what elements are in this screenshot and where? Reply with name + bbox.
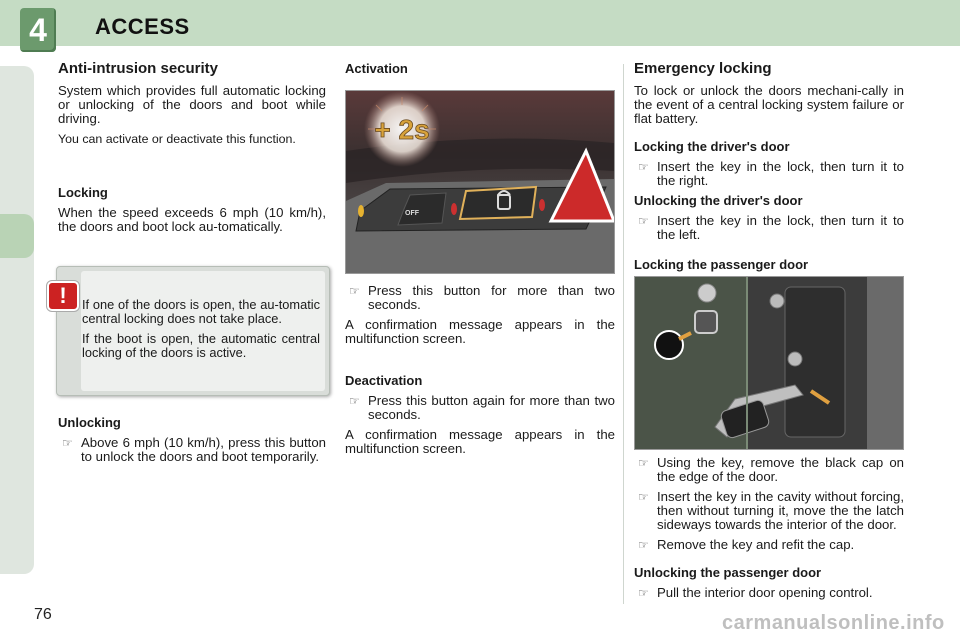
pointing-hand-icon: ☞ bbox=[638, 538, 649, 552]
pointing-hand-icon: ☞ bbox=[349, 284, 360, 298]
console-button-photo bbox=[345, 90, 615, 274]
activation-title: Activation bbox=[345, 61, 408, 76]
emergency-section bbox=[634, 62, 904, 132]
unlocking-section bbox=[58, 416, 326, 470]
locking-section bbox=[58, 186, 326, 240]
door-latch-illustration bbox=[635, 277, 903, 449]
deactivation-message: A confirmation message appears in the multifunction screen. bbox=[345, 427, 615, 456]
pointing-hand-icon: ☞ bbox=[349, 394, 360, 408]
anti-intrusion-heading: Anti-intrusion security bbox=[58, 60, 219, 77]
locking-text: When the speed exceeds 6 mph (10 km/h), the doors and boot lock au-tomatically. bbox=[58, 205, 326, 234]
deactivation-bullet: ☞ Press this button again for more than two seconds. bbox=[349, 393, 615, 422]
page-number: 76 bbox=[34, 606, 52, 623]
pointing-hand-icon: ☞ bbox=[638, 160, 649, 174]
exclamation-icon: ! bbox=[47, 281, 79, 311]
unlock-driver-bullet: ☞ Insert the key in the lock, then turn it to the left. bbox=[638, 213, 904, 242]
warning-paragraph-1: If one of the doors is open, the au-tomatic central locking does not take place. bbox=[82, 297, 320, 326]
pointing-hand-icon: ☞ bbox=[638, 214, 649, 228]
lock-passenger-title: Locking the passenger door bbox=[634, 257, 809, 272]
hold-two-seconds-badge: + 2s bbox=[374, 114, 430, 145]
warning-text bbox=[82, 298, 320, 366]
unlock-passenger-title: Unlocking the passenger door bbox=[634, 565, 822, 580]
column-divider bbox=[623, 64, 624, 604]
passenger-steps bbox=[634, 456, 904, 558]
activation-message: A confirmation message appears in the multifunction screen. bbox=[345, 317, 615, 346]
deactivation-section bbox=[345, 374, 615, 462]
warning-paragraph-2: If the boot is open, the automatic central locking of the doors is active. bbox=[82, 331, 320, 360]
watermark: carmanualsonline.info bbox=[722, 612, 945, 634]
unlock-passenger-section bbox=[634, 566, 904, 606]
activation-section bbox=[345, 62, 615, 82]
pointing-hand-icon: ☞ bbox=[638, 456, 649, 470]
lock-driver-title: Locking the driver's door bbox=[634, 139, 790, 154]
deactivation-title: Deactivation bbox=[345, 373, 423, 388]
page-title: ACCESS bbox=[95, 14, 190, 39]
unlock-passenger-bullet: ☞ Pull the interior door opening control. bbox=[638, 585, 873, 600]
lock-passenger-heading-block bbox=[634, 258, 904, 278]
emergency-heading: Emergency locking bbox=[634, 60, 772, 77]
door-latch-photo bbox=[634, 276, 904, 450]
passenger-step-3: ☞ Remove the key and refit the cap. bbox=[638, 537, 855, 552]
off-button-label: OFF bbox=[405, 210, 419, 217]
activation-text bbox=[345, 284, 615, 352]
passenger-step-1: ☞ Using the key, remove the black cap on the edge of the door. bbox=[638, 455, 904, 484]
console-illustration bbox=[346, 91, 614, 273]
left-column bbox=[58, 62, 326, 152]
anti-intrusion-intro: System which provides full automatic locking or unlocking of the doors and boot while driving. bbox=[58, 83, 326, 126]
passenger-step-2: ☞ Insert the key in the cavity without forcing, then without turning it, move the the latch sideways towards the interior of the door. bbox=[638, 489, 904, 532]
unlocking-bullet: ☞ Above 6 mph (10 km/h), press this button to unlock the doors and boot temporarily. bbox=[62, 435, 326, 464]
emergency-intro: To lock or unlock the doors mechani-cally in the event of a central locking system failure or flat battery. bbox=[634, 83, 904, 126]
side-tab-strip bbox=[0, 66, 34, 574]
side-tab-active bbox=[0, 214, 34, 258]
lock-driver-bullet: ☞ Insert the key in the lock, then turn it to the right. bbox=[638, 159, 904, 188]
chapter-number: 4 bbox=[20, 8, 56, 52]
unlock-driver-title: Unlocking the driver's door bbox=[634, 193, 803, 208]
activation-bullet: ☞ Press this button for more than two seconds. bbox=[349, 283, 615, 312]
pointing-hand-icon: ☞ bbox=[638, 586, 649, 600]
driver-door-section bbox=[634, 140, 904, 248]
anti-intrusion-intro-2: You can activate or deactivate this function. bbox=[58, 132, 296, 146]
locking-title: Locking bbox=[58, 185, 108, 200]
unlocking-title: Unlocking bbox=[58, 415, 121, 430]
pointing-hand-icon: ☞ bbox=[62, 436, 73, 450]
pointing-hand-icon: ☞ bbox=[638, 490, 649, 504]
